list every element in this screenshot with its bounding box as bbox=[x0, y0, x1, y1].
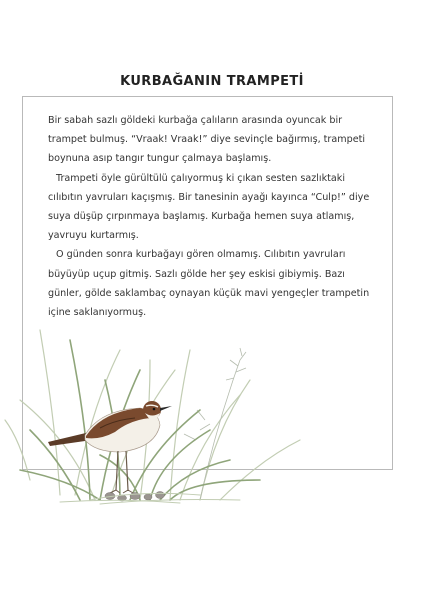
bird-in-grass-illustration bbox=[0, 300, 424, 600]
page-title: KURBAĞANIN TRAMPETİ bbox=[120, 74, 304, 89]
bird bbox=[48, 401, 172, 493]
paragraph-3: O günden sonra kurbağayı gören olmamış. Cılıbıtın yavruları büyüyüp uçup gitmiş. Sazlı gölde her şey eskisi gibiymiş. Bazı günler, gölde saklambaç oynayan küçük mavi yengeçler trampetin içine saklanıyormuş. bbox=[48, 249, 370, 319]
story-text bbox=[48, 111, 378, 322]
paragraph-2: Trampeti öyle gürültülü çalıyormuş ki çıkan sesten sazlıktaki cılıbıtın yavruları kaçışmış. Bir tanesinin ayağı kayınca “Culp!” diye suya düşüp çırpınmaya başlamış. Kurbağa hemen suya atlamış, yavruyu kurtarmış. bbox=[48, 172, 370, 242]
paragraph-1: Bir sabah sazlı göldeki kurbağa çalıların arasında oyuncak bir trampet bulmuş. “Vraak! Vraak!” diye sevinçle bağırmış, trampeti boynuna asıp tangır tungur çalmaya başlamış. bbox=[48, 115, 366, 165]
seed-head bbox=[184, 348, 246, 500]
